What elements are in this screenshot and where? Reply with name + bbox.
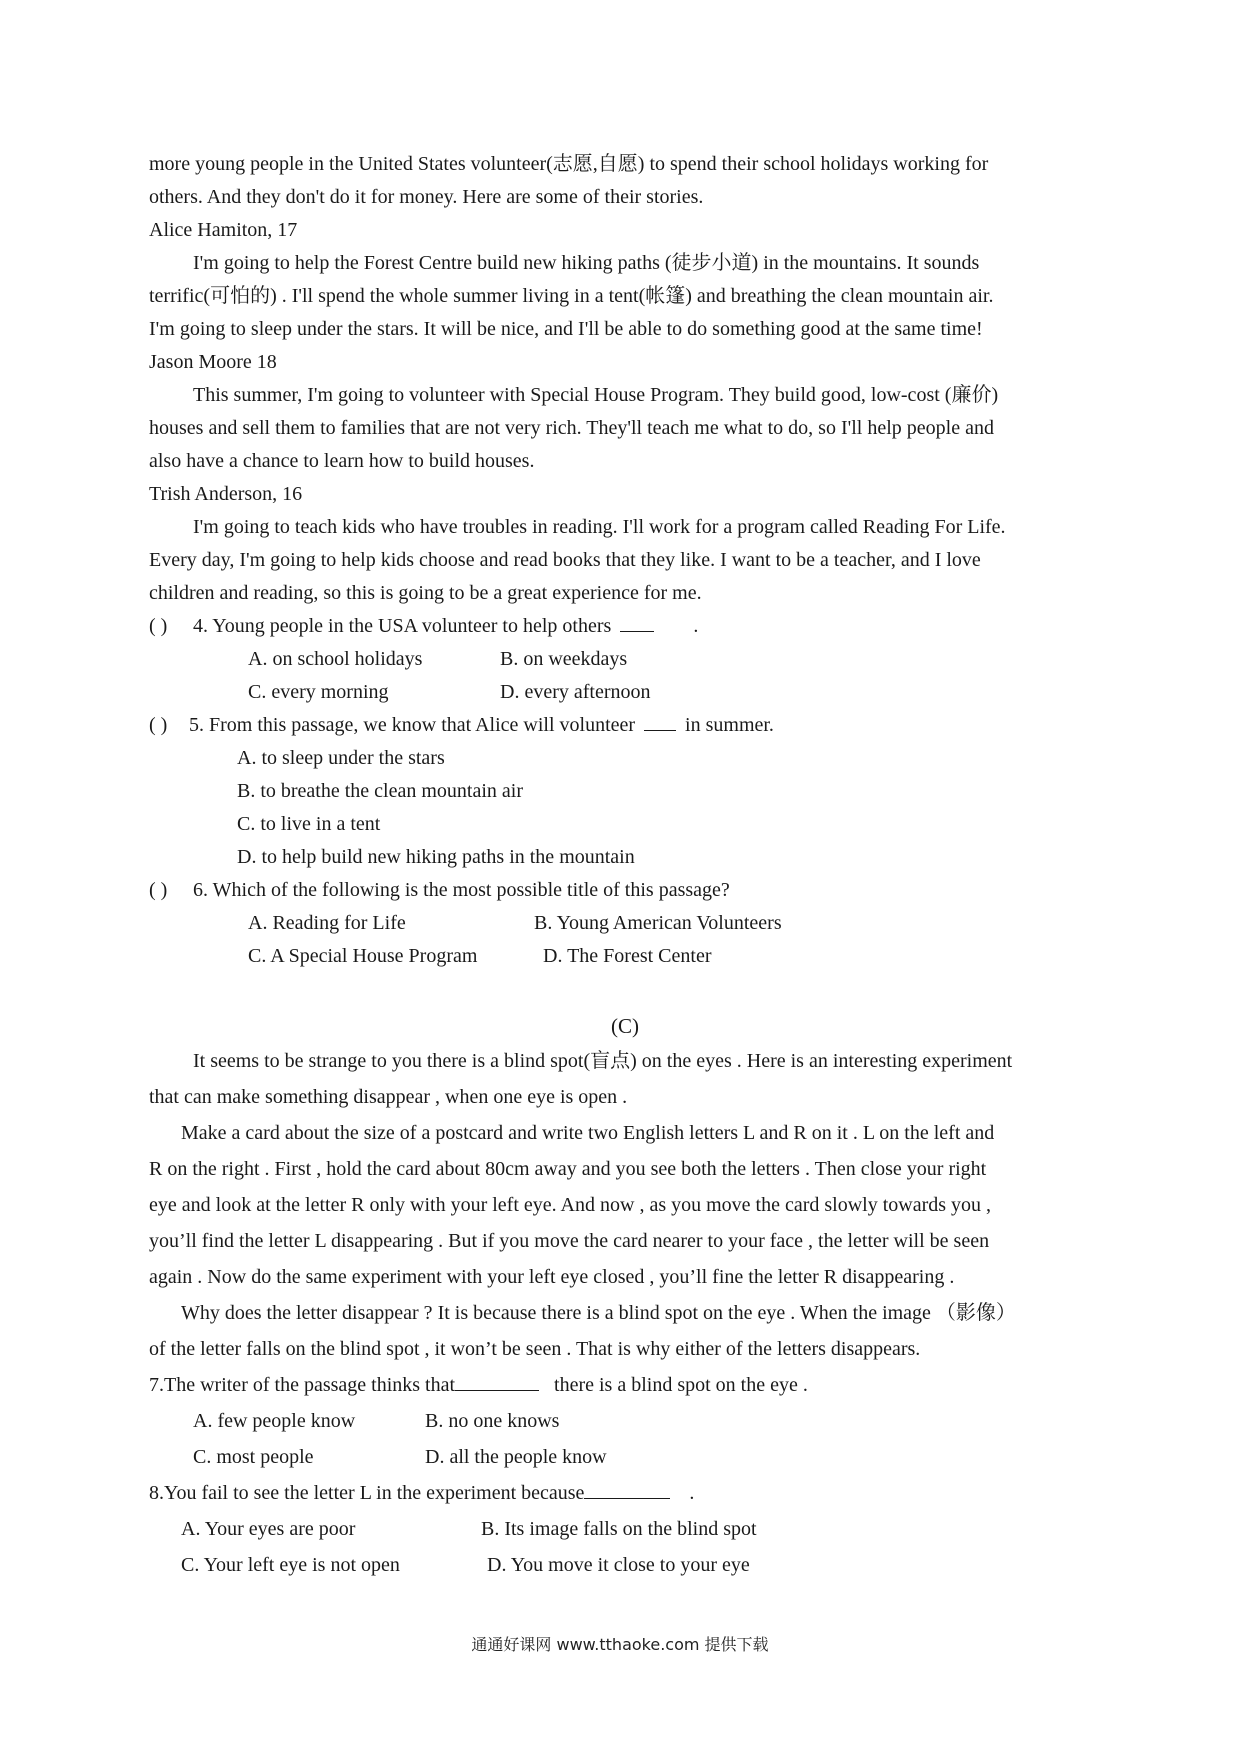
option-c[interactable]: C. every morning: [248, 681, 389, 703]
answer-blank[interactable]: [584, 1480, 670, 1499]
question-8: [149, 1475, 1101, 1511]
option-b[interactable]: B. no one knows: [425, 1410, 560, 1432]
passage-line: I'm going to help the Forest Centre build new hiking paths (徒步小道) in the mountains. It sounds: [193, 252, 980, 274]
option-c[interactable]: C. Your left eye is not open: [181, 1554, 400, 1576]
passage-line: I'm going to sleep under the stars. It will be nice, and I'll be able to do something good at the same time!: [149, 318, 983, 340]
option-b[interactable]: B. Young American Volunteers: [534, 912, 782, 934]
passage-line: It seems to be strange to you there is a blind spot(盲点) on the eyes . Here is an interesting experiment: [193, 1050, 1013, 1072]
question-text-end: in summer.: [685, 714, 774, 736]
option-row: [149, 643, 1101, 676]
answer-bracket[interactable]: ( ): [149, 714, 168, 736]
passage-line: of the letter falls on the blind spot , it won’t be seen . That is why either of the letters disappears.: [149, 1338, 921, 1360]
answer-blank[interactable]: [455, 1372, 539, 1391]
page-footer: 通通好课网 www.tthaoke.com 提供下载: [471, 1635, 769, 1654]
option-a[interactable]: A. on school holidays: [248, 648, 423, 670]
question-text-end: there is a blind spot on the eye .: [554, 1374, 808, 1396]
option-row: [149, 1439, 1101, 1475]
option-a[interactable]: A. few people know: [193, 1410, 356, 1432]
option-b[interactable]: B. to breathe the clean mountain air: [237, 780, 524, 802]
passage-line: Make a card about the size of a postcard and write two English letters L and R on it . L on the left and: [181, 1122, 995, 1144]
question-text: 7.The writer of the passage thinks that: [149, 1374, 456, 1396]
passage-line: Every day, I'm going to help kids choose and read books that they like. I want to be a teacher, and I love: [149, 549, 981, 571]
passage-line: This summer, I'm going to volunteer with Special House Program. They build good, low-cost (廉价): [193, 384, 999, 406]
option-b[interactable]: B. on weekdays: [500, 648, 628, 670]
section-title: (C): [611, 1014, 639, 1038]
question-text-end: .: [693, 615, 699, 637]
option-d[interactable]: D. to help build new hiking paths in the mountain: [237, 846, 635, 868]
passage-line: also have a chance to learn how to build houses.: [149, 450, 535, 472]
passage-line: I'm going to teach kids who have troubles in reading. I'll work for a program called Reading For Life.: [193, 516, 1006, 538]
option-row: [149, 907, 1101, 940]
speaker-name: Alice Hamiton, 17: [149, 219, 298, 241]
question-5: [149, 709, 1101, 742]
question-6: [149, 874, 1101, 907]
option-row: [149, 940, 1101, 973]
option-d[interactable]: D. every afternoon: [500, 681, 651, 703]
option-c[interactable]: C. to live in a tent: [237, 813, 381, 835]
option-a[interactable]: A. to sleep under the stars: [237, 747, 445, 769]
option-d[interactable]: D. You move it close to your eye: [487, 1554, 750, 1576]
option-row: [149, 676, 1101, 709]
passage-line: houses and sell them to families that are not very rich. They'll teach me what to do, so I'll help people and: [149, 417, 994, 439]
answer-blank[interactable]: [644, 712, 676, 731]
document-page: [149, 148, 1101, 1583]
option-c[interactable]: C. most people: [193, 1446, 314, 1468]
answer-blank[interactable]: [620, 613, 654, 632]
passage-line: terrific(可怕的) . I'll spend the whole summer living in a tent(帐篷) and breathing the clean mountain air.: [149, 285, 994, 307]
passage-line: R on the right . First , hold the card about 80cm away and you see both the letters . Then close your right: [149, 1158, 987, 1180]
question-text-end: .: [689, 1482, 695, 1504]
option-row: [149, 1547, 1101, 1583]
option-a[interactable]: A. Your eyes are poor: [181, 1518, 356, 1540]
passage-line: Why does the letter disappear ? It is because there is a blind spot on the eye . When the image （影像）: [181, 1302, 1016, 1324]
option-c[interactable]: C. A Special House Program: [248, 945, 478, 967]
speaker-name: Jason Moore 18: [149, 351, 277, 373]
passage-line: you’ll find the letter L disappearing . But if you move the card nearer to your face , the letter will be seen: [149, 1230, 990, 1252]
option-d[interactable]: D. all the people know: [425, 1446, 607, 1468]
passage-line: children and reading, so this is going to be a great experience for me.: [149, 582, 702, 604]
question-text: 5. From this passage, we know that Alice will volunteer: [189, 714, 636, 736]
option-row: [149, 1403, 1101, 1439]
question-4: [149, 610, 1101, 643]
passage-line: more young people in the United States volunteer(志愿,自愿) to spend their school holidays working for: [149, 153, 989, 175]
option-b[interactable]: B. Its image falls on the blind spot: [481, 1518, 757, 1540]
answer-bracket[interactable]: ( ): [149, 615, 168, 637]
question-text: 6. Which of the following is the most possible title of this passage?: [193, 879, 730, 901]
speaker-name: Trish Anderson, 16: [149, 483, 303, 505]
option-d[interactable]: D. The Forest Center: [543, 945, 712, 967]
passage-line: that can make something disappear , when one eye is open .: [149, 1086, 628, 1108]
option-a[interactable]: A. Reading for Life: [248, 912, 406, 934]
passage-line: eye and look at the letter R only with your left eye. And now , as you move the card slowly towards you ,: [149, 1194, 992, 1216]
question-text: 8.You fail to see the letter L in the experiment because: [149, 1482, 585, 1504]
passage-line: others. And they don't do it for money. Here are some of their stories.: [149, 186, 704, 208]
answer-bracket[interactable]: ( ): [149, 879, 168, 901]
passage-line: again . Now do the same experiment with your left eye closed , you’ll fine the letter R disappearing .: [149, 1266, 955, 1288]
option-row: [149, 1511, 1101, 1547]
question-7: [149, 1367, 1101, 1403]
question-text: 4. Young people in the USA volunteer to help others: [193, 615, 612, 637]
